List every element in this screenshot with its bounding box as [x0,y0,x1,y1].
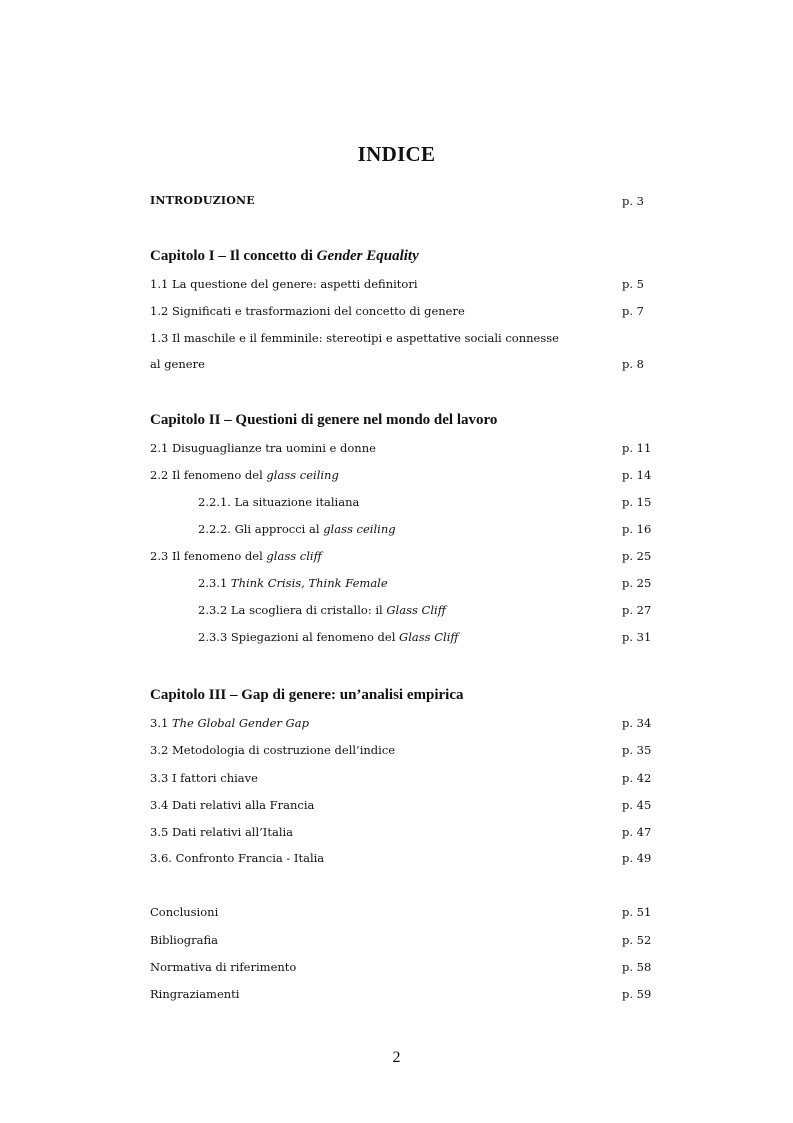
toc-entry-label: 2.3.3 Spiegazioni al fenomeno del Glass Cliff [198,630,459,644]
toc-entry-conclusioni [150,902,650,922]
toc-entry-label: Normativa di riferimento [150,960,297,974]
chapter-1-heading: Capitolo I – Il concetto di Gender Equality [150,248,419,264]
toc-entry-label: 3.2 Metodologia di costruzione dell’indice [150,743,396,757]
toc-entry-page: p. 45 [622,798,652,812]
toc-entry-label: 2.2.2. Gli approcci al glass ceiling [198,522,396,536]
toc-entry-introduzione [150,191,650,211]
toc-entry-page: p. 5 [622,277,644,291]
toc-entry-label: 1.1 La questione del genere: aspetti definitori [150,277,418,291]
toc-subentry [150,573,650,593]
toc-entry-page: p. 52 [622,933,652,947]
toc-entry-label: Bibliografia [150,933,219,947]
toc-entry-page: p. 15 [622,495,652,509]
toc-entry-label: al genere [150,357,205,371]
toc-entry-page: p. 49 [622,851,652,865]
toc-entry-page: p. 25 [622,576,652,590]
toc-entry-label: 3.6. Confronto Francia - Italia [150,851,325,865]
toc-entry-label: 2.1 Disuguaglianze tra uomini e donne [150,441,376,455]
toc-entry-normativa [150,957,650,977]
toc-entry-page: p. 11 [622,441,652,455]
toc-entry [150,328,650,348]
toc-entry [150,740,650,760]
toc-entry-label: Conclusioni [150,905,219,919]
toc-subentry [150,492,650,512]
toc-entry-page: p. 35 [622,743,652,757]
toc-entry [150,768,650,788]
toc-entry-page: p. 47 [622,825,652,839]
toc-subentry [150,600,650,620]
toc-entry-label: 3.3 I fattori chiave [150,771,258,785]
toc-entry-page: p. 34 [622,716,652,730]
toc-entry-ringraziamenti [150,984,650,1004]
toc-entry [150,822,650,842]
toc-entry-bibliografia [150,930,650,950]
toc-entry-page: p. 31 [622,630,652,644]
toc-entry-label: 3.1 The Global Gender Gap [150,716,309,730]
toc-entry-label: 2.3.1 Think Crisis, Think Female [198,576,388,590]
toc-entry [150,301,650,321]
toc-entry-label: 2.3 Il fenomeno del glass cliff [150,549,322,563]
toc-entry-page: p. 25 [622,549,652,563]
toc-entry-page: p. 58 [622,960,652,974]
toc-entry-label: 2.2 Il fenomeno del glass ceiling [150,468,339,482]
toc-subentry [150,627,650,647]
toc-entry-label: 2.2.1. La situazione italiana [198,495,360,509]
toc-entry-label: Ringraziamenti [150,987,240,1001]
toc-subentry [150,519,650,539]
toc-entry-page: p. 8 [622,357,644,371]
toc-entry [150,713,650,733]
toc-entry-label: 3.5 Dati relativi all’Italia [150,825,294,839]
chapter-2-heading: Capitolo II – Questioni di genere nel mondo del lavoro [150,412,498,428]
toc-entry-page: p. 27 [622,603,652,617]
page-number: 2 [392,1049,401,1066]
toc-entry-page: p. 42 [622,771,652,785]
toc-entry [150,795,650,815]
toc-entry-page: p. 14 [622,468,652,482]
toc-entry-page: p. 16 [622,522,652,536]
toc-entry-page: p. 3 [622,194,644,208]
toc-entry-label: 1.2 Significati e trasformazioni del concetto di genere [150,304,465,318]
toc-entry-label: 1.3 Il maschile e il femminile: stereotipi e aspettative sociali connesse [150,331,559,345]
toc-entry-continuation [150,354,650,374]
toc-entry [150,546,650,566]
toc-entry [150,274,650,294]
toc-entry-label: INTRODUZIONE [150,194,255,207]
chapter-3-heading: Capitolo III – Gap di genere: un’analisi empirica [150,687,464,703]
toc-entry [150,438,650,458]
toc-entry-label: 3.4 Dati relativi alla Francia [150,798,315,812]
page-title: INDICE [357,142,436,166]
toc-entry-page: p. 7 [622,304,644,318]
toc-entry [150,848,650,868]
toc-entry-page: p. 51 [622,905,652,919]
toc-entry [150,465,650,485]
toc-entry-page: p. 59 [622,987,652,1001]
toc-entry-label: 2.3.2 La scogliera di cristallo: il Glass Cliff [198,603,446,617]
